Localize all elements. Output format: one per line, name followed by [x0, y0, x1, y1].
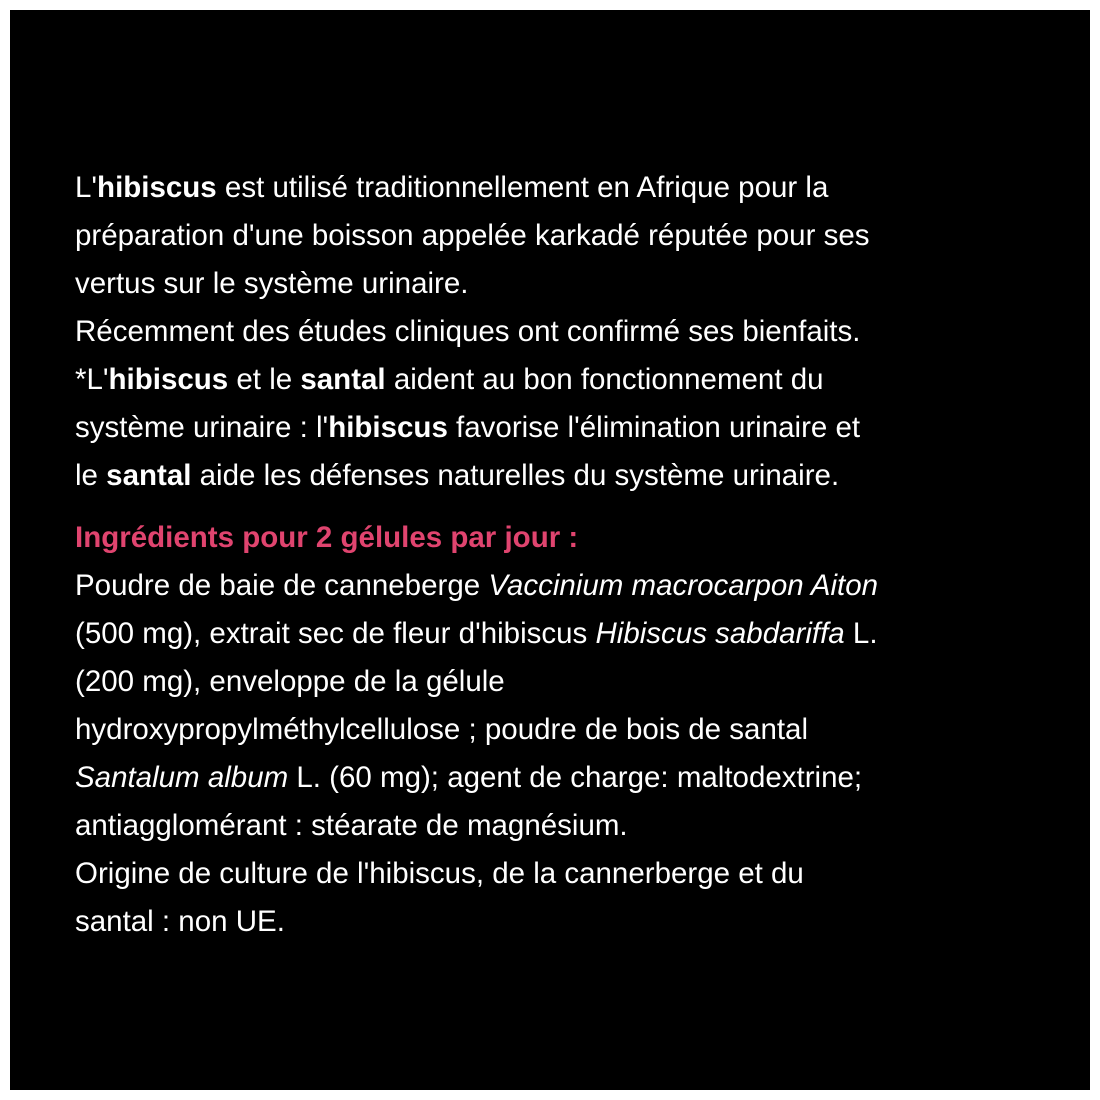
latin-name: Hibiscus sabdariffa	[595, 617, 845, 650]
description-line: *L'hibiscus et le santal aident au bon fonctionnement du	[75, 363, 824, 396]
product-text	[75, 164, 1075, 946]
description-line: vertus sur le système urinaire.	[75, 267, 469, 300]
hibiscus-bold: hibiscus	[97, 171, 217, 204]
description-line: L'hibiscus est utilisé traditionnellement en Afrique pour la	[75, 171, 829, 204]
latin-name: Santalum album	[75, 761, 289, 794]
ingredients-line: (500 mg), extrait sec de fleur d'hibiscus Hibiscus sabdariffa L.	[75, 617, 878, 650]
product-info-panel	[10, 10, 1090, 1090]
ingredients-heading: Ingrédients pour 2 gélules par jour :	[75, 521, 579, 554]
section-gap	[75, 500, 1075, 514]
hibiscus-bold: hibiscus	[328, 411, 448, 444]
hibiscus-bold: hibiscus	[108, 363, 229, 396]
origin-line: santal : non UE.	[75, 905, 285, 938]
ingredients-line: (200 mg), enveloppe de la gélule	[75, 665, 505, 698]
latin-name: Vaccinium macrocarpon Aiton	[488, 569, 879, 602]
ingredients-line: hydroxypropylméthylcellulose ; poudre de bois de santal	[75, 713, 809, 746]
ingredients-line: Poudre de baie de canneberge Vaccinium macrocarpon Aiton	[75, 569, 879, 602]
ingredients-line: antiagglomérant : stéarate de magnésium.	[75, 809, 628, 842]
description-line: le santal aide les défenses naturelles du système urinaire.	[75, 459, 840, 492]
description-line: Récemment des études cliniques ont confirmé ses bienfaits.	[75, 315, 861, 348]
origin-line: Origine de culture de l'hibiscus, de la cannerberge et du	[75, 857, 804, 890]
santal-bold: santal	[300, 363, 386, 396]
santal-bold: santal	[106, 459, 192, 492]
description-line: système urinaire : l'hibiscus favorise l'élimination urinaire et	[75, 411, 861, 444]
description-line: préparation d'une boisson appelée karkadé réputée pour ses	[75, 219, 870, 252]
ingredients-line: Santalum album L. (60 mg); agent de charge: maltodextrine;	[75, 761, 863, 794]
